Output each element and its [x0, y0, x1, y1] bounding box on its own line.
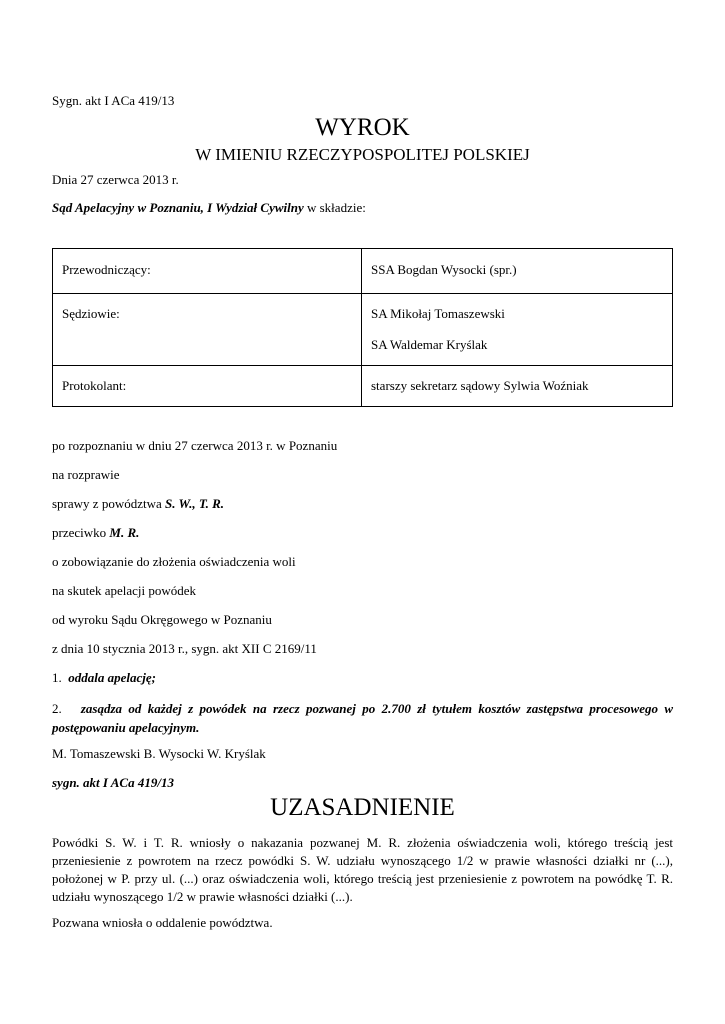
panel-role: Sędziowie: — [53, 294, 362, 366]
ruling-2 — [52, 699, 673, 737]
ruling-text: oddala apelację; — [68, 670, 156, 685]
against-prefix: przeciwko — [52, 525, 110, 540]
defendant: M. R. — [109, 525, 140, 540]
panel-name: SSA Bogdan Wysocki (spr.) — [371, 262, 517, 277]
panel-names — [362, 366, 673, 407]
ruling-1 — [52, 670, 156, 686]
panel-table — [52, 248, 673, 407]
proceedings-line-8: z dnia 10 stycznia 2013 r., sygn. akt XII C 2169/11 — [52, 641, 317, 656]
panel-row-clerk — [53, 366, 673, 407]
justification-title: UZASADNIENIE — [270, 794, 455, 821]
justification-paragraph-1: Powódki S. W. i T. R. wniosły o nakazania pozwanej M. R. złożenia oświadczenia woli, którego treścią jest przeniesienie z powrotem na rzecz powódki S. W. udziału wynoszącego 1/2 w prawie własności działki nr (...), położonej w P. przy ul. (...) oraz oświadczenia woli, którego treścią jest przeniesienie z powrotem na powódkę T. R. udziału wynoszącego 1/2 w prawie własności działki (...). — [52, 835, 673, 904]
panel-role: Protokolant: — [53, 366, 362, 407]
proceedings-line-4 — [52, 525, 139, 541]
justification-paragraph-2: Pozwana wniosła o oddalenie powództwa. — [52, 915, 273, 930]
panel-row-judges — [53, 294, 673, 366]
court-suffix: w składzie: — [303, 200, 366, 215]
panel-names — [362, 294, 673, 366]
proceedings-line-1: po rozpoznaniu w dniu 27 czerwca 2013 r. w Poznaniu — [52, 438, 338, 453]
judge-signatures: M. Tomaszewski B. Wysocki W. Kryślak — [52, 746, 266, 761]
panel-row-chair — [53, 249, 673, 294]
proceedings-line-2: na rozprawie — [52, 467, 120, 482]
claim-prefix: sprawy z powództwa — [52, 496, 165, 511]
proceedings-line-6: na skutek apelacji powódek — [52, 583, 197, 598]
case-signature: Sygn. akt I ACa 419/13 — [52, 93, 175, 108]
ruling-number: 2. — [52, 701, 62, 716]
panel-name: SA Mikołaj Tomaszewski — [371, 306, 505, 321]
proceedings-line-5: o zobowiązanie do złożenia oświadczenia woli — [52, 554, 296, 569]
ruling-number: 1. — [52, 670, 62, 685]
proceedings-line-7: od wyroku Sądu Okręgowego w Poznaniu — [52, 612, 272, 627]
panel-name: starszy sekretarz sądowy Sylwia Woźniak — [371, 378, 589, 393]
court-name: Sąd Apelacyjny w Poznaniu, I Wydział Cywilny — [52, 200, 304, 215]
proceedings-line-3 — [52, 496, 224, 512]
justification-signature: sygn. akt I ACa 419/13 — [52, 775, 174, 790]
court-composition-line — [52, 200, 366, 216]
judgment-date: Dnia 27 czerwca 2013 r. — [52, 172, 179, 187]
panel-names — [362, 249, 673, 294]
panel-name: SA Waldemar Kryślak — [371, 337, 488, 352]
ruling-text: zasądza od każdej z powódek na rzecz pozwanej po 2.700 zł tytułem kosztów zastępstwa procesowego w postępowaniu apelacyjnym. — [52, 701, 674, 735]
judgment-subtitle: W IMIENIU RZECZYPOSPOLITEJ POLSKIEJ — [195, 145, 530, 164]
judgment-title: WYROK — [315, 114, 410, 141]
plaintiffs: S. W., T. R. — [165, 496, 225, 511]
panel-role: Przewodniczący: — [53, 249, 362, 294]
